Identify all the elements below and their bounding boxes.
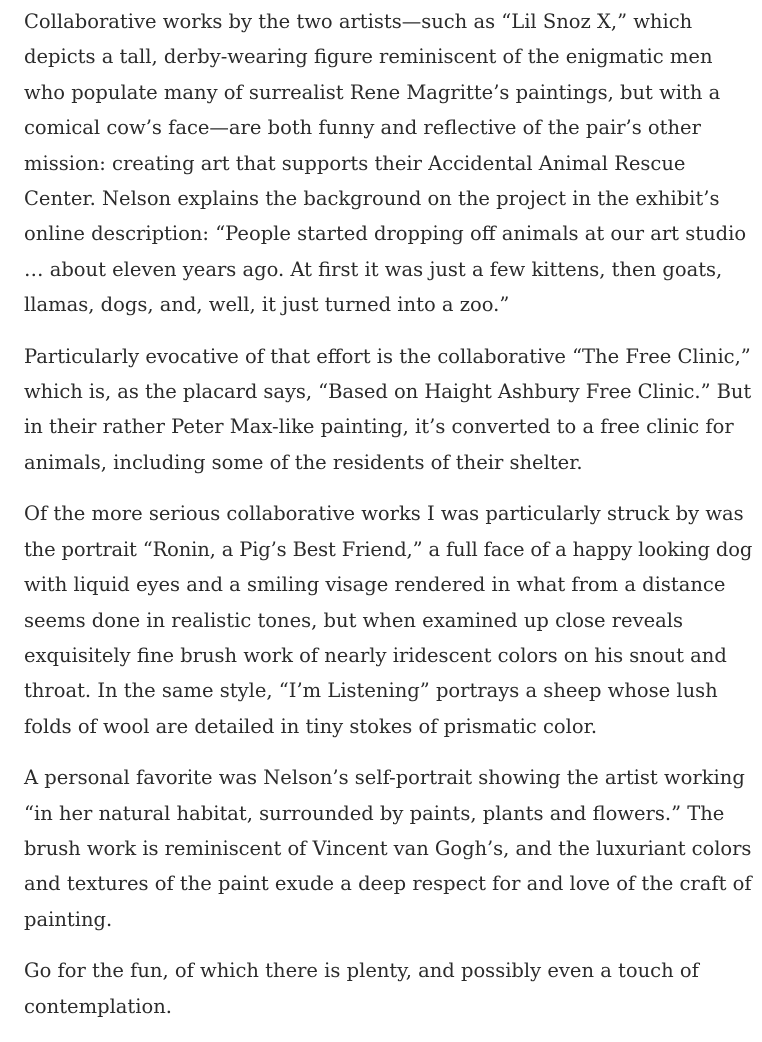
paragraph-closing: [24, 953, 740, 1024]
text-line: mission: creating art that supports their Accidental Animal Rescue: [24, 151, 686, 175]
text-line: with liquid eyes and a smiling visage rendered in what from a distance: [24, 573, 726, 597]
text-line: who populate many of surrealist Rene Magritte’s paintings, but with a: [24, 80, 721, 104]
paragraph-serious-works: [24, 496, 753, 744]
text-line: contemplation.: [24, 994, 173, 1018]
text-line: and textures of the paint exude a deep respect for and love of the craft of: [24, 872, 752, 896]
paragraph-collaborative-works: [24, 4, 747, 323]
text-line: “in her natural habitat, surrounded by paints, plants and flowers.” The: [24, 801, 725, 825]
text-line: the portrait “Ronin, a Pig’s Best Friend,” a full face of a happy looking dog: [24, 537, 753, 561]
text-line: online description: “People started dropping off animals at our art studio: [24, 222, 747, 246]
text-line: llamas, dogs, and, well, it just turned into a zoo.”: [24, 293, 510, 317]
text-line: which is, as the placard says, “Based on Haight Ashbury Free Clinic.” But: [24, 380, 752, 404]
text-line: painting.: [24, 907, 113, 931]
text-line: seems done in realistic tones, but when examined up close reveals: [24, 608, 684, 632]
text-line: Of the more serious collaborative works I was particularly struck by was: [24, 502, 744, 526]
paragraph-self-portrait: [24, 760, 752, 937]
text-line: Particularly evocative of that effort is the collaborative “The Free Clinic,”: [24, 344, 751, 368]
text-line: in their rather Peter Max-like painting, it’s converted to a free clinic for: [24, 415, 734, 439]
text-line: exquisitely fine brush work of nearly iridescent colors on his snout and: [24, 643, 727, 667]
text-line: animals, including some of the residents of their shelter.: [24, 450, 583, 474]
text-line: … about eleven years ago. At first it was just a few kittens, then goats,: [24, 257, 723, 281]
text-line: Collaborative works by the two artists—such as “Lil Snoz X,” which: [24, 10, 693, 33]
article-body: [24, 4, 753, 1024]
text-line: Go for the fun, of which there is plenty, and possibly even a touch of: [24, 959, 699, 983]
text-line: A personal favorite was Nelson’s self-portrait showing the artist working: [24, 766, 745, 790]
text-line: comical cow’s face—are both funny and reflective of the pair’s other: [24, 116, 701, 140]
text-line: depicts a tall, derby-wearing figure reminiscent of the enigmatic men: [24, 45, 713, 69]
text-line: Center. Nelson explains the background on the project in the exhibit’s: [24, 187, 720, 211]
text-line: throat. In the same style, “I’m Listening” portrays a sheep whose lush: [24, 679, 718, 703]
text-line: brush work is reminiscent of Vincent van Gogh’s, and the luxuriant colors: [24, 836, 752, 860]
text-line: folds of wool are detailed in tiny stokes of prismatic color.: [24, 714, 598, 738]
paragraph-free-clinic: [24, 339, 752, 481]
